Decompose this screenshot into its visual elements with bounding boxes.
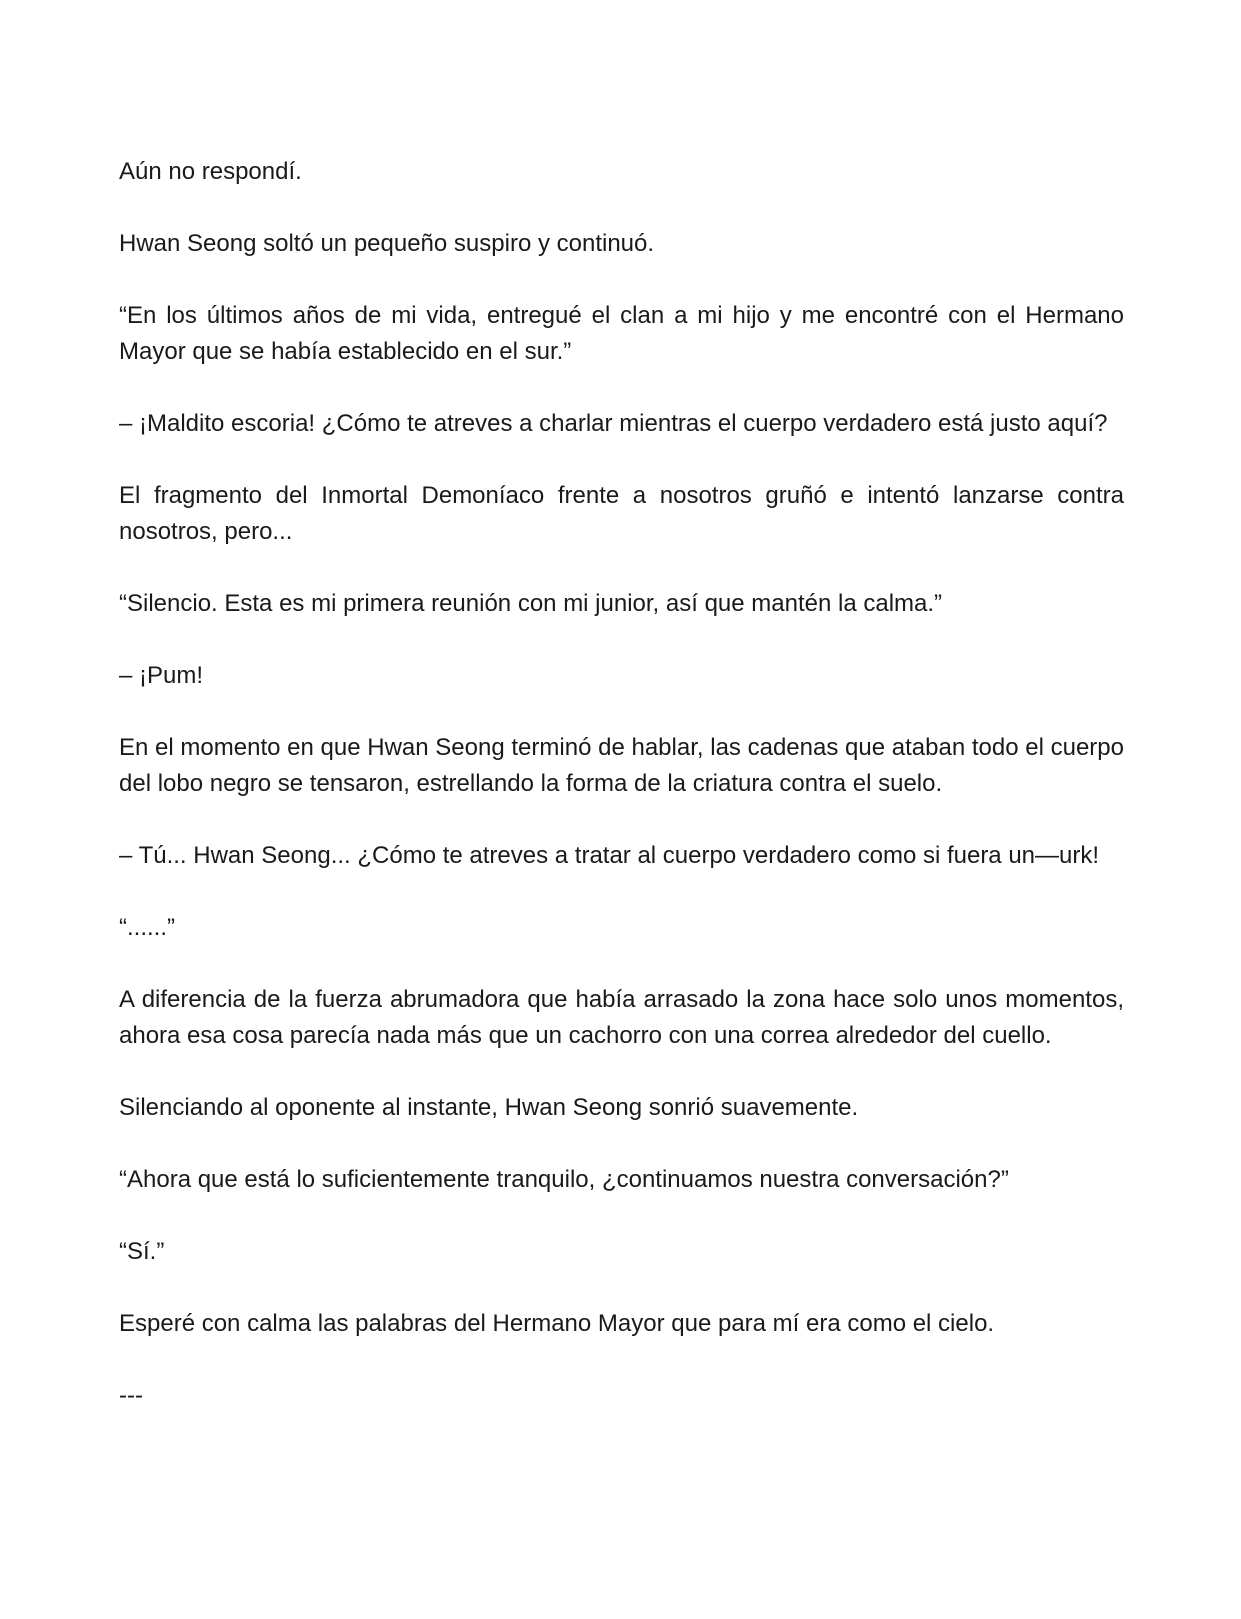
paragraph: – ¡Pum! xyxy=(119,662,204,689)
document-body xyxy=(119,154,1124,1450)
paragraph: Hwan Seong soltó un pequeño suspiro y continuó. xyxy=(119,230,655,257)
paragraph: Esperé con calma las palabras del Hermano Mayor que para mí era como el cielo. xyxy=(119,1310,995,1337)
paragraph: – Tú... Hwan Seong... ¿Cómo te atreves a tratar al cuerpo verdadero como si fuera un—urk! xyxy=(119,842,1100,869)
paragraph: A diferencia de la fuerza abrumadora que había arrasado la zona hace solo unos momentos, ahora esa cosa parecía nada más que un cachorro con una correa alrededor del cuello. xyxy=(119,986,1124,1049)
paragraph: El fragmento del Inmortal Demoníaco frente a nosotros gruñó e intentó lanzarse contra nosotros, pero... xyxy=(119,482,1124,545)
section-separator: --- xyxy=(119,1382,143,1409)
paragraph: “Silencio. Esta es mi primera reunión con mi junior, así que mantén la calma.” xyxy=(119,590,943,617)
paragraph: En el momento en que Hwan Seong terminó de hablar, las cadenas que ataban todo el cuerpo del lobo negro se tensaron, estrellando la forma de la criatura contra el suelo. xyxy=(119,734,1124,797)
paragraph: “En los últimos años de mi vida, entregué el clan a mi hijo y me encontré con el Hermano Mayor que se había establecido en el sur.” xyxy=(119,302,1124,365)
paragraph: “Sí.” xyxy=(119,1238,165,1265)
paragraph: “......” xyxy=(119,914,175,941)
paragraph: – ¡Maldito escoria! ¿Cómo te atreves a charlar mientras el cuerpo verdadero está justo aquí? xyxy=(119,410,1108,437)
paragraph: Silenciando al oponente al instante, Hwan Seong sonrió suavemente. xyxy=(119,1094,859,1121)
paragraph: “Ahora que está lo suficientemente tranquilo, ¿continuamos nuestra conversación?” xyxy=(119,1166,1009,1193)
paragraph: Aún no respondí. xyxy=(119,158,302,185)
